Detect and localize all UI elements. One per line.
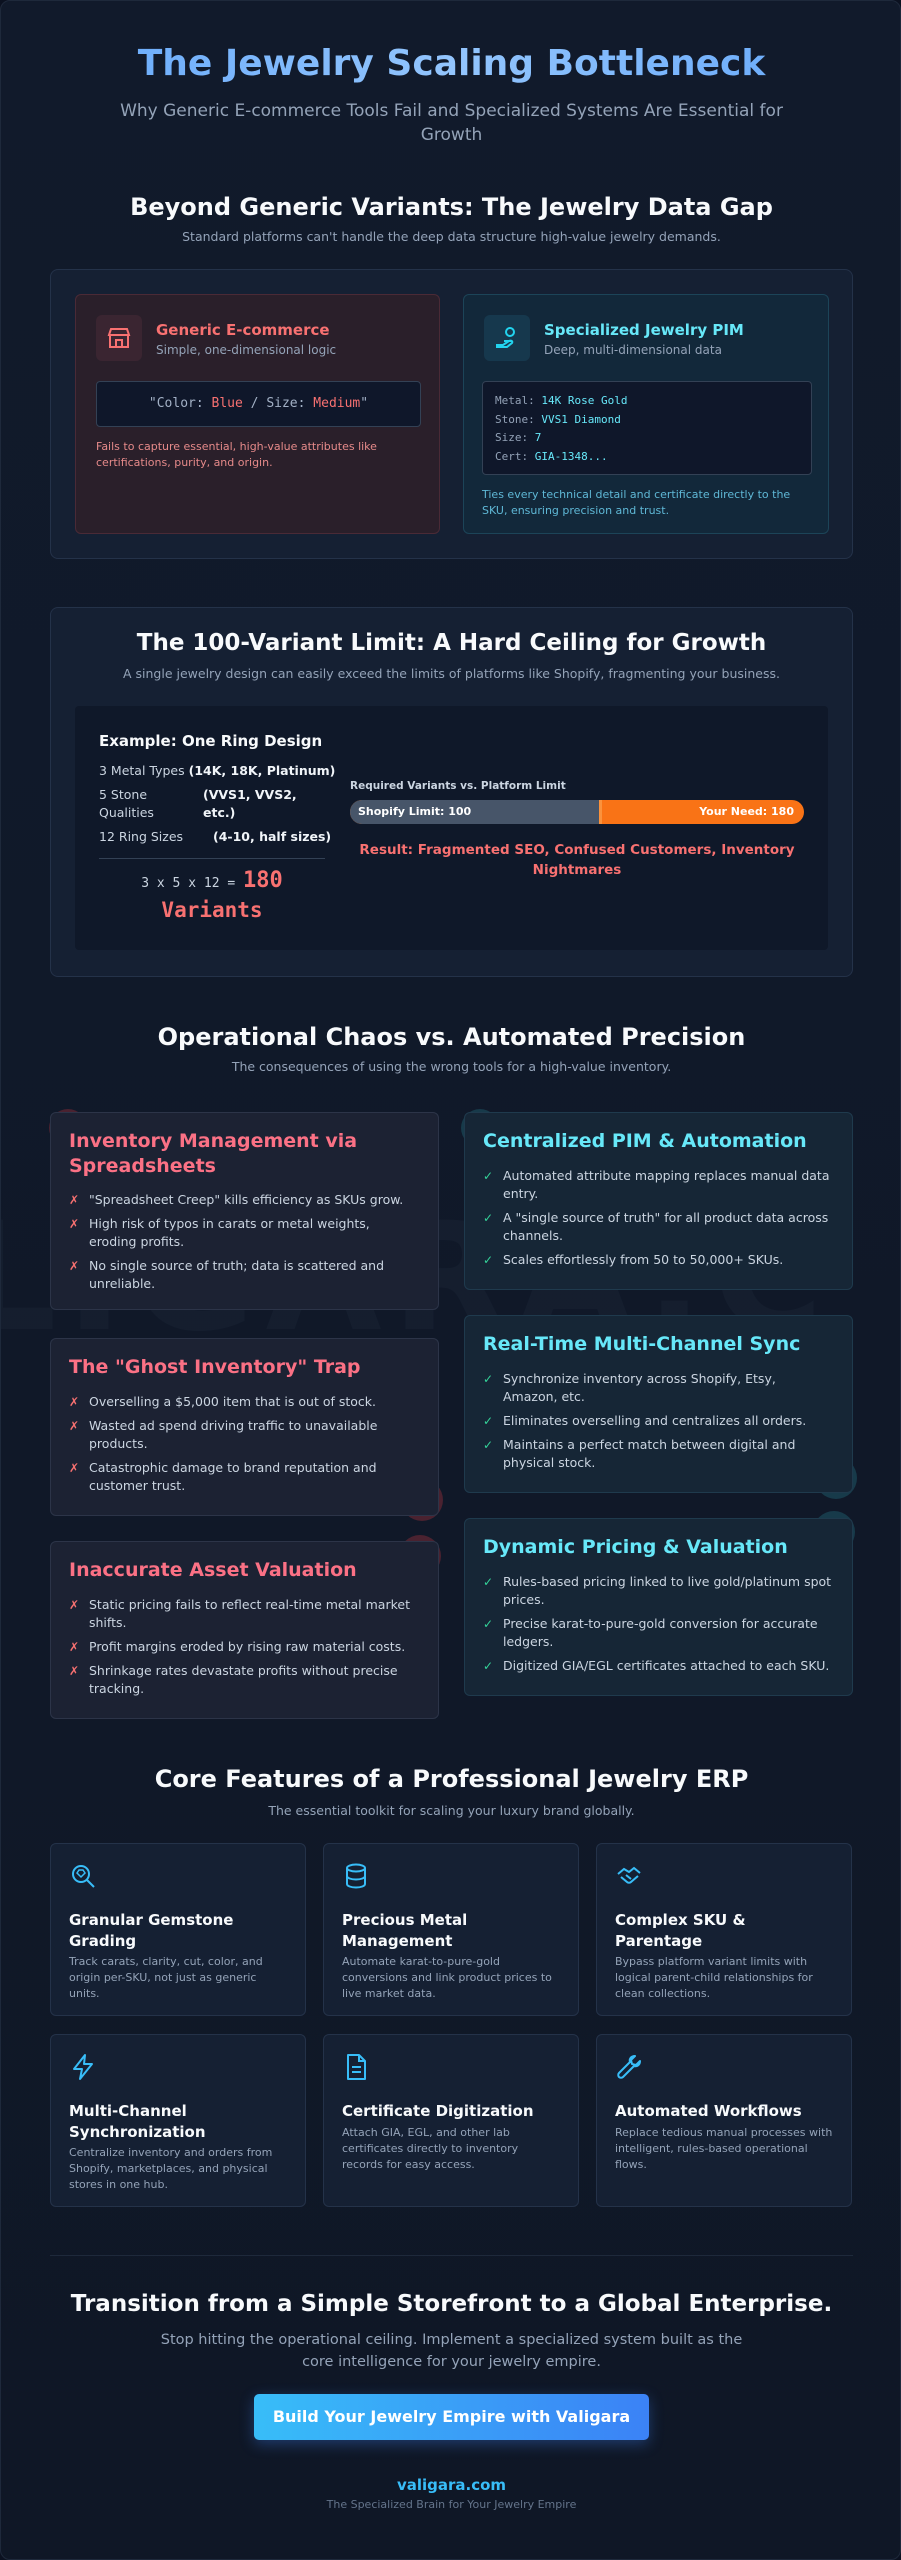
check-icon: ✓ bbox=[483, 1575, 494, 1589]
features-subtitle: The essential toolkit for scaling your luxury brand globally. bbox=[268, 1803, 635, 1818]
list-item: ✓ A "single source of truth" for all product data across channels. bbox=[483, 1210, 829, 1243]
feature-card-gemstone bbox=[50, 1843, 306, 2016]
build-empire-button[interactable]: Build Your Jewelry Empire with Valigara bbox=[254, 2394, 649, 2440]
formula-expression: 3 x 5 x 12 = bbox=[141, 876, 243, 891]
lightning-icon bbox=[69, 2053, 97, 2081]
feature-title: Certificate Digitization bbox=[342, 2102, 534, 2120]
feature-desc: Track carats, clarity, cut, color, and origin per-SKU, not just as generic units. bbox=[69, 1955, 263, 2000]
storefront-icon bbox=[96, 315, 142, 361]
gem-search-icon bbox=[69, 1862, 97, 1890]
cta-subtitle: Stop hitting the operational ceiling. Implement a specialized system built as the core intelligence for your jewelry empire. bbox=[160, 2332, 743, 2370]
generic-note: Fails to capture essential, high-value attributes like certifications, purity, and origin. bbox=[96, 440, 377, 469]
variant-result-text: Result: Fragmented SEO, Confused Customers, Inventory Nightmares bbox=[359, 842, 795, 878]
cross-icon: ✗ bbox=[69, 1259, 80, 1273]
footer-tagline: The Specialized Brain for Your Jewelry Empire bbox=[326, 2498, 577, 2511]
feature-card-metal bbox=[323, 1843, 579, 2016]
data-gap-panel bbox=[50, 269, 853, 559]
generic-ecommerce-card bbox=[75, 294, 440, 534]
stone-qualities-label: 5 Stone Qualities bbox=[99, 787, 154, 820]
list-item: ✓ Rules-based pricing linked to live gold/platinum spot prices. bbox=[483, 1574, 832, 1607]
code-quote-close: " bbox=[360, 396, 369, 411]
handshake-icon bbox=[615, 1862, 643, 1890]
pim-subtitle: Deep, multi-dimensional data bbox=[544, 343, 722, 357]
check-icon: ✓ bbox=[483, 1211, 494, 1225]
feature-title: Precious Metal Management bbox=[342, 1911, 468, 1950]
section-divider bbox=[50, 2255, 853, 2256]
list-item: ✓ Precise karat-to-pure-gold conversion for accurate ledgers. bbox=[483, 1616, 818, 1649]
example-title: Example: One Ring Design bbox=[99, 732, 323, 750]
check-icon: ✓ bbox=[483, 1169, 494, 1183]
feature-title: Multi-Channel Synchronization bbox=[69, 2102, 206, 2141]
list-item: ✗ Wasted ad spend driving traffic to unavailable products. bbox=[69, 1418, 378, 1451]
data-gap-title: Beyond Generic Variants: The Jewelry Data Gap bbox=[130, 193, 773, 221]
feature-card-sync bbox=[50, 2034, 306, 2207]
feature-desc: Centralize inventory and orders from Shopify, marketplaces, and physical stores in one hub. bbox=[69, 2146, 273, 2191]
list-item: ✗ Overselling a $5,000 item that is out of stock. bbox=[69, 1394, 377, 1409]
shopify-limit-label: Shopify Limit: 100 bbox=[358, 805, 472, 818]
site-link[interactable]: valigara.com bbox=[396, 2476, 507, 2494]
solution-list bbox=[483, 1573, 834, 1681]
cross-icon: ✗ bbox=[69, 1640, 80, 1654]
pim-row-size: Size: 7 bbox=[495, 431, 542, 444]
formula-result-word: Variants bbox=[161, 898, 263, 922]
ring-example-box bbox=[75, 706, 828, 950]
list-item: ✗ No single source of truth; data is scattered and unreliable. bbox=[69, 1258, 385, 1291]
features-title: Core Features of a Professional Jewelry ERP bbox=[154, 1765, 749, 1793]
check-icon: ✓ bbox=[483, 1438, 494, 1452]
solution-card-pim bbox=[464, 1112, 853, 1290]
check-icon: ✓ bbox=[483, 1414, 494, 1428]
problem-list bbox=[69, 1191, 420, 1299]
stone-qualities-detail: (VVS1, VVS2, etc.) bbox=[203, 787, 297, 820]
code-value-blue: Blue bbox=[211, 396, 243, 411]
chaos-subtitle: The consequences of using the wrong tools for a high-value inventory. bbox=[231, 1059, 672, 1074]
check-icon: ✓ bbox=[483, 1617, 494, 1631]
list-item: ✓ Digitized GIA/EGL certificates attached to each SKU. bbox=[483, 1658, 830, 1673]
list-item: ✗ Catastrophic damage to brand reputation and customer trust. bbox=[69, 1460, 377, 1493]
your-need-label: Your Need: 180 bbox=[699, 805, 794, 818]
feature-title: Automated Workflows bbox=[615, 2102, 802, 2120]
list-item: ✓ Maintains a perfect match between digital and physical stock. bbox=[483, 1437, 796, 1470]
generic-title: Generic E-commerce bbox=[156, 321, 330, 339]
solution-card-pricing bbox=[464, 1518, 853, 1696]
pim-title: Specialized Jewelry PIM bbox=[544, 321, 744, 339]
pim-note: Ties every technical detail and certificate directly to the SKU, ensuring precision and trust. bbox=[482, 488, 791, 517]
feature-desc: Replace tedious manual processes with intelligent, rules-based operational flows. bbox=[615, 2126, 833, 2171]
feature-card-workflows bbox=[596, 2034, 852, 2207]
problem-list bbox=[69, 1596, 420, 1704]
variant-comparison-bar bbox=[350, 800, 804, 824]
cross-icon: ✗ bbox=[69, 1217, 80, 1231]
list-item: ✗ Profit margins eroded by rising raw material costs. bbox=[69, 1639, 406, 1654]
problem-title: Inventory Management via Spreadsheets bbox=[69, 1130, 358, 1177]
check-icon: ✓ bbox=[483, 1659, 494, 1673]
check-icon: ✓ bbox=[483, 1253, 494, 1267]
cross-icon: ✗ bbox=[69, 1419, 80, 1433]
variant-formula bbox=[99, 868, 325, 923]
list-item: ✗ "Spreadsheet Creep" kills efficiency as SKUs grow. bbox=[69, 1192, 404, 1207]
pim-row-stone: Stone: VVS1 Diamond bbox=[495, 412, 621, 426]
page-title: The Jewelry Scaling Bottleneck bbox=[1, 43, 901, 84]
pim-row-metal: Metal: 14K Rose Gold bbox=[495, 394, 628, 407]
chaos-title: Operational Chaos vs. Automated Precision bbox=[157, 1023, 746, 1051]
wrench-icon bbox=[615, 2053, 643, 2081]
problem-card-spreadsheets bbox=[50, 1112, 439, 1310]
pim-row-cert: Cert: GIA-1348... bbox=[495, 449, 608, 463]
code-value-medium: Medium bbox=[313, 396, 361, 411]
ring-hand-icon bbox=[484, 315, 530, 361]
variant-limit-subtitle: A single jewelry design can easily exceed the limits of platforms like Shopify, fragmenting your business. bbox=[122, 666, 780, 681]
solution-title: Real-Time Multi-Channel Sync bbox=[483, 1333, 801, 1355]
solution-list bbox=[483, 1370, 834, 1478]
metal-types-row: 3 Metal Types (14K, 18K, Platinum) bbox=[99, 763, 336, 778]
data-gap-subtitle: Standard platforms can't handle the deep data structure high-value jewelry demands. bbox=[182, 229, 721, 244]
generic-subtitle: Simple, one-dimensional logic bbox=[156, 343, 337, 357]
cross-icon: ✗ bbox=[69, 1598, 80, 1612]
list-item: ✗ Static pricing fails to reflect real-time metal market shifts. bbox=[69, 1597, 410, 1630]
variant-chart-title: Required Variants vs. Platform Limit bbox=[350, 780, 566, 792]
variant-limit-panel bbox=[50, 607, 853, 977]
generic-code-sample bbox=[96, 381, 421, 427]
problem-card-asset-valuation bbox=[50, 1541, 439, 1719]
problem-title: Inaccurate Asset Valuation bbox=[69, 1559, 357, 1581]
code-quote-open: "Color: bbox=[148, 396, 212, 411]
list-item: ✓ Synchronize inventory across Shopify, Etsy, Amazon, etc. bbox=[483, 1371, 776, 1404]
list-item: ✓ Scales effortlessly from 50 to 50,000+ SKUs. bbox=[483, 1252, 784, 1267]
list-item: ✗ Shrinkage rates devastate profits without precise tracking. bbox=[69, 1663, 398, 1696]
solution-title: Dynamic Pricing & Valuation bbox=[483, 1536, 788, 1558]
variant-limit-title: The 100-Variant Limit: A Hard Ceiling for Growth bbox=[136, 630, 767, 656]
ring-sizes-detail: (4-10, half sizes) bbox=[213, 829, 332, 844]
feature-desc: Bypass platform variant limits with logical parent-child relationships for clean collections. bbox=[615, 1955, 813, 2000]
database-icon bbox=[342, 1862, 370, 1890]
list-item: ✗ High risk of typos in carats or metal weights, eroding profits. bbox=[69, 1216, 370, 1249]
feature-card-sku bbox=[596, 1843, 852, 2016]
feature-title: Granular Gemstone Grading bbox=[69, 1911, 234, 1950]
code-separator: / Size: bbox=[242, 396, 314, 411]
pim-data-sample bbox=[482, 381, 812, 475]
feature-title: Complex SKU & Parentage bbox=[615, 1911, 746, 1950]
divider bbox=[99, 858, 325, 859]
problem-list bbox=[69, 1393, 420, 1501]
check-icon: ✓ bbox=[483, 1372, 494, 1386]
solution-list bbox=[483, 1167, 834, 1275]
solution-card-sync bbox=[464, 1315, 853, 1493]
cta-title: Transition from a Simple Storefront to a Global Enterprise. bbox=[70, 2291, 833, 2317]
problem-card-ghost-inventory bbox=[50, 1338, 439, 1516]
cross-icon: ✗ bbox=[69, 1461, 80, 1475]
ring-sizes-label: 12 Ring Sizes bbox=[99, 829, 184, 844]
feature-desc: Attach GIA, EGL, and other lab certificates directly to inventory records for easy access. bbox=[342, 2126, 519, 2171]
problem-title: The "Ghost Inventory" Trap bbox=[69, 1356, 361, 1378]
solution-title: Centralized PIM & Automation bbox=[483, 1130, 807, 1152]
formula-result-number: 180 bbox=[243, 868, 283, 893]
feature-desc: Automate karat-to-pure-gold conversions and link product prices to live market data. bbox=[342, 1955, 552, 2000]
list-item: ✓ Automated attribute mapping replaces manual data entry. bbox=[483, 1168, 830, 1201]
feature-card-certificate bbox=[323, 2034, 579, 2207]
jewelry-pim-card bbox=[463, 294, 829, 534]
cross-icon: ✗ bbox=[69, 1664, 80, 1678]
document-icon bbox=[342, 2053, 370, 2081]
list-item: ✓ Eliminates overselling and centralizes all orders. bbox=[483, 1413, 807, 1428]
cross-icon: ✗ bbox=[69, 1395, 80, 1409]
cross-icon: ✗ bbox=[69, 1193, 80, 1207]
page-subtitle: Why Generic E-commerce Tools Fail and Specialized Systems Are Essential for Growth bbox=[120, 101, 783, 145]
